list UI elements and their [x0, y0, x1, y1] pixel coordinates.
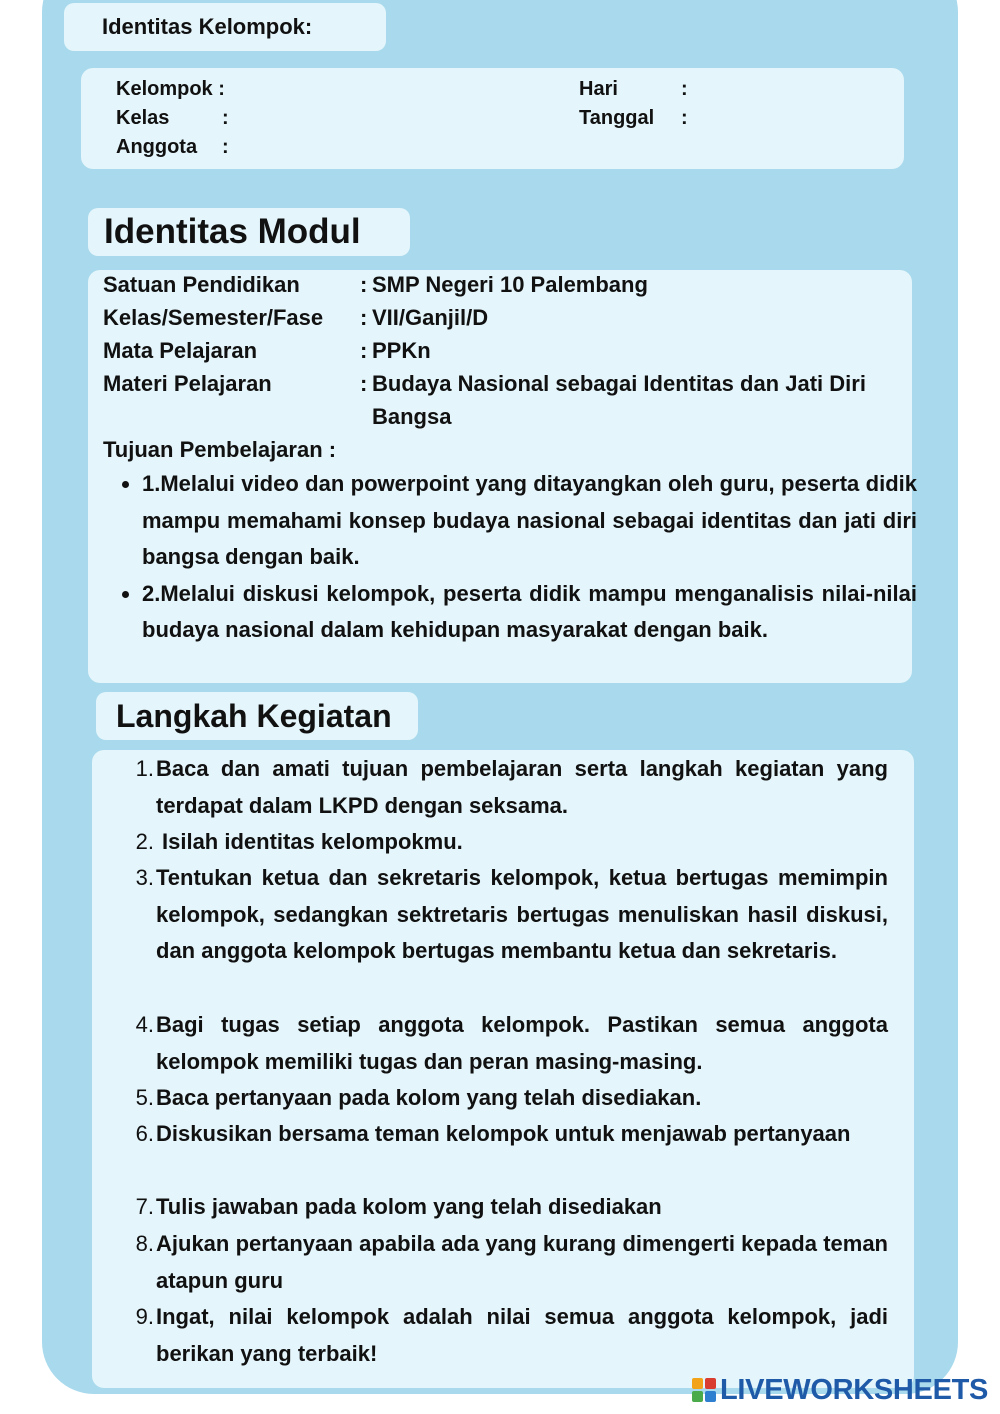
kelompok-label: Kelompok : — [116, 78, 225, 100]
kelompok-form — [81, 68, 904, 169]
anggota-colon: : — [222, 136, 229, 158]
modul-row-value: Budaya Nasional sebagai Identitas dan Jati Diri Bangsa — [372, 371, 866, 429]
modul-row-label: Materi Pelajaran — [103, 371, 272, 396]
modul-row — [103, 301, 903, 334]
tanggal-colon: : — [681, 107, 688, 129]
langkah-title: Langkah Kegiatan — [116, 698, 392, 734]
modul-row — [103, 367, 903, 433]
step-item — [130, 751, 888, 824]
modul-row-value: SMP Negeri 10 Palembang — [372, 272, 648, 297]
step-text: Tentukan ketua dan sekretaris kelompok, ketua bertugas memimpin kelompok, sedangkan sektretaris bertugas menuliskan hasil diskusi, dan anggota kelompok bertugas membantu ketua dan sekretaris. — [156, 865, 888, 964]
tujuan-list — [128, 466, 917, 649]
langkah-list — [92, 750, 914, 1388]
tujuan-item: • 1.Melalui video dan powerpoint yang ditayangkan oleh guru, peserta didik mampu memahami konsep budaya nasional sebagai identitas dan jati diri bangsa dengan baik. — [142, 466, 917, 576]
anggota-label: Anggota — [116, 136, 198, 158]
modul-row — [103, 334, 903, 367]
logo-square — [705, 1391, 716, 1402]
step-item — [130, 1080, 888, 1117]
modul-row-value: VII/Ganjil/D — [372, 305, 489, 330]
logo-mark-icon — [692, 1378, 716, 1402]
modul-row — [103, 268, 903, 301]
modul-row-label: Kelas/Semester/Fase — [103, 305, 324, 330]
tujuan-label: Tujuan Pembelajaran : — [103, 437, 337, 462]
step-number: 2. — [135, 829, 154, 854]
modul-row-colon: : — [360, 272, 368, 297]
step-number: 6. — [135, 1121, 154, 1146]
modul-row-label: Satuan Pendidikan — [103, 272, 300, 297]
step-text: Diskusikan bersama teman kelompok untuk menjawab pertanyaan — [156, 1121, 851, 1146]
step-number: 5. — [135, 1085, 154, 1110]
tujuan-item: • 2.Melalui diskusi kelompok, peserta didik mampu menganalisis nilai-nilai budaya nasional dalam kehidupan masyarakat dengan baik. — [142, 576, 917, 649]
step-text: Isilah identitas kelompokmu. — [162, 829, 463, 854]
langkah-header — [96, 692, 418, 740]
step-text: Tulis jawaban pada kolom yang telah disediakan — [156, 1194, 662, 1219]
modul-row-value: PPKn — [372, 338, 431, 363]
kelas-colon: : — [222, 107, 229, 129]
logo-square — [692, 1391, 703, 1402]
step-item — [130, 1116, 888, 1153]
modul-info — [88, 270, 917, 683]
step-item — [130, 860, 888, 970]
logo-text: LIVEWORKSHEETS — [720, 1373, 989, 1406]
logo-square — [692, 1378, 703, 1389]
step-item — [130, 1299, 888, 1372]
kelompok-header — [64, 3, 386, 51]
modul-row-colon: : — [360, 371, 368, 396]
step-number: 8. — [135, 1231, 154, 1256]
kelompok-title: Identitas Kelompok: — [102, 14, 313, 39]
step-text: Bagi tugas setiap anggota kelompok. Pastikan semua anggota kelompok memiliki tugas dan peran masing-masing. — [156, 1012, 888, 1074]
kelas-label: Kelas — [116, 107, 170, 129]
modul-row-colon: : — [360, 338, 368, 363]
liveworksheets-logo — [692, 1374, 988, 1406]
hari-colon: : — [681, 78, 688, 100]
step-number: 9. — [135, 1304, 154, 1329]
modul-row-label: Mata Pelajaran — [103, 338, 258, 363]
step-number: 3. — [135, 865, 154, 890]
step-text: Baca dan amati tujuan pembelajaran serta langkah kegiatan yang terdapat dalam LKPD dengan seksama. — [156, 756, 888, 818]
step-item — [130, 824, 888, 861]
step-number: 1. — [135, 756, 154, 781]
step-number: 4. — [135, 1012, 154, 1037]
step-item — [130, 1226, 888, 1299]
step-item — [130, 1007, 888, 1080]
hari-label: Hari — [579, 78, 618, 100]
step-item — [130, 1189, 888, 1226]
modul-title: Identitas Modul — [104, 212, 361, 251]
step-text: Ajukan pertanyaan apabila ada yang kurang dimengerti kepada teman atapun guru — [156, 1231, 888, 1293]
modul-header — [88, 208, 410, 256]
logo-square — [705, 1378, 716, 1389]
step-number: 7. — [135, 1194, 154, 1219]
step-text: Baca pertanyaan pada kolom yang telah disediakan. — [156, 1085, 702, 1110]
modul-row-colon: : — [360, 305, 368, 330]
tanggal-label: Tanggal — [579, 107, 655, 129]
step-text: Ingat, nilai kelompok adalah nilai semua anggota kelompok, jadi berikan yang terbaik! — [156, 1304, 888, 1366]
